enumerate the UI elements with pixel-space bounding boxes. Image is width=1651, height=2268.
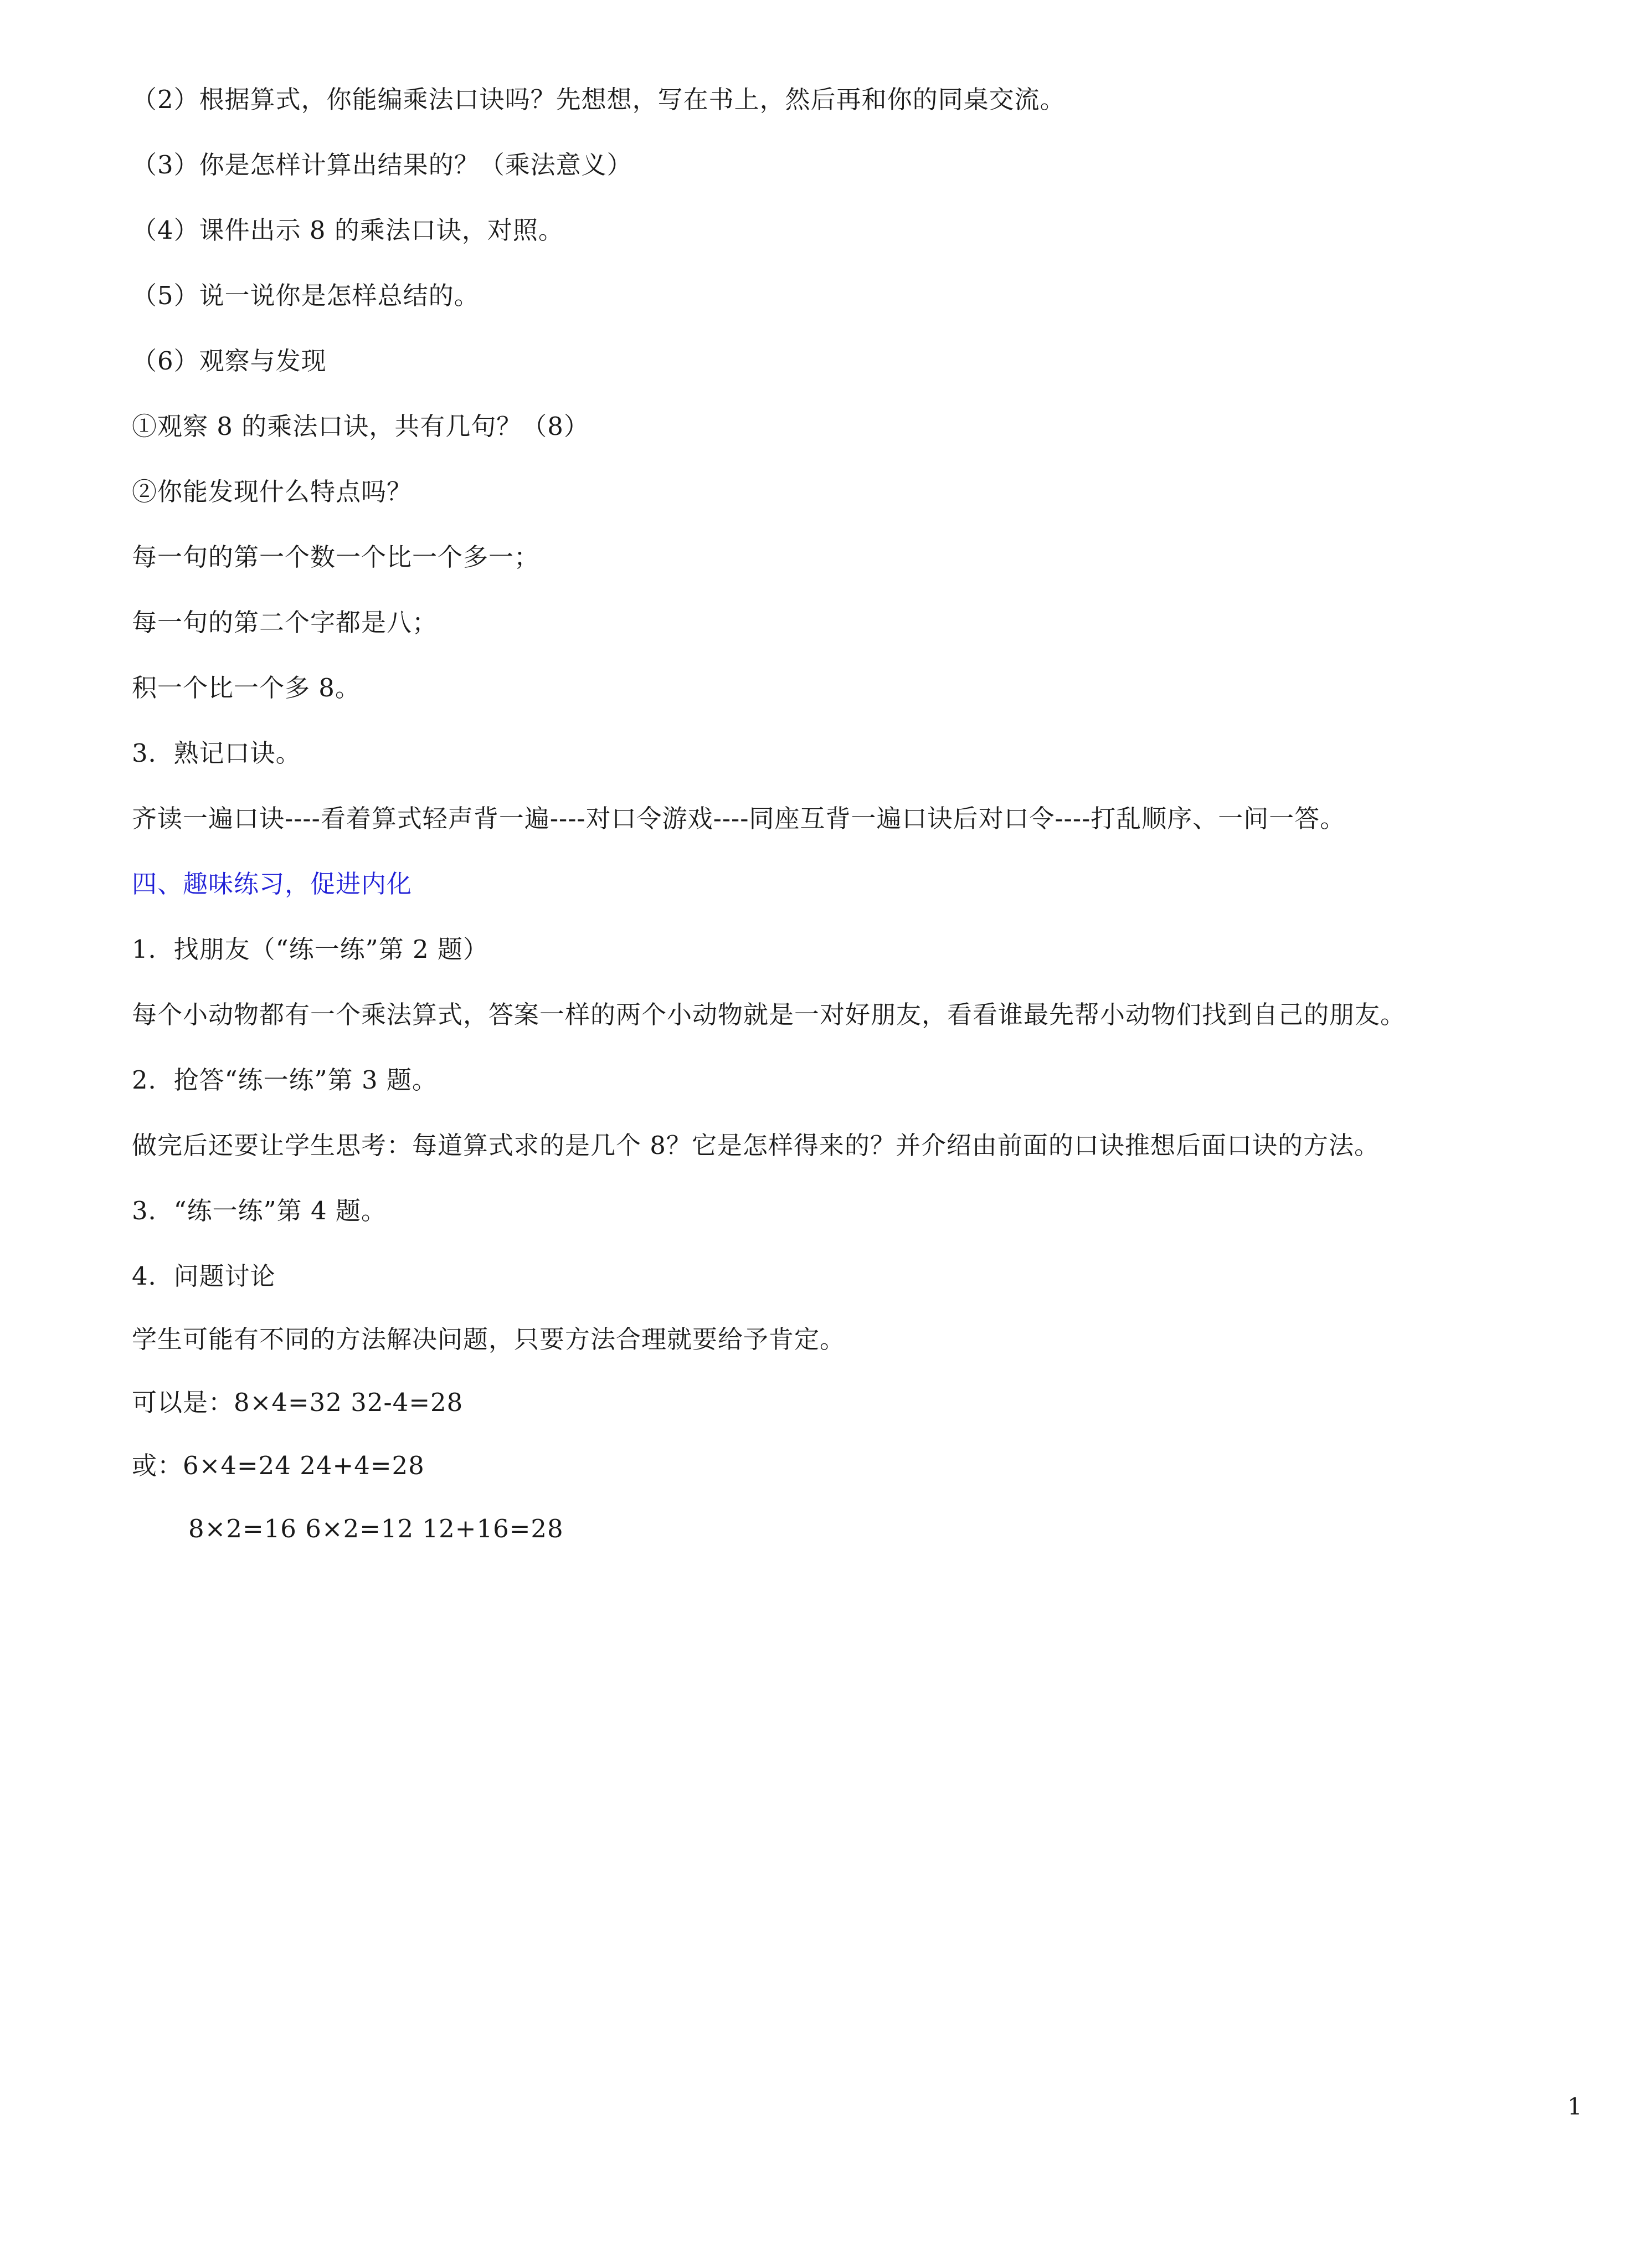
text-line: 做完后还要让学生思考：每道算式求的是几个 8？它是怎样得来的？并介绍由前面的口诀推想后面口诀的方法。 xyxy=(132,1131,1380,1160)
text-line: 或：6×4=24 24+4=28 xyxy=(132,1451,425,1480)
text-line: 学生可能有不同的方法解决问题，只要方法合理就要给予肯定。 xyxy=(132,1325,846,1354)
text-line: 8×2=16 6×2=12 12+16=28 xyxy=(188,1514,564,1543)
text-line: ②你能发现什么特点吗？ xyxy=(132,477,413,506)
text-line: ①观察 8 的乘法口诀，共有几句？（8） xyxy=(132,412,589,441)
text-line: 每一句的第一个数一个比一个多一； xyxy=(132,542,540,572)
text-line: （2）根据算式，你能编乘法口诀吗？先想想，写在书上，然后再和你的同桌交流。 xyxy=(132,85,1066,114)
text-line: （6）观察与发现 xyxy=(132,346,327,376)
text-line: 齐读一遍口诀----看着算式轻声背一遍----对口令游戏----同座互背一遍口诀后对口令----打乱顺序、一问一答。 xyxy=(132,804,1346,833)
text-line: 每一句的第二个字都是八； xyxy=(132,608,438,637)
text-line: 3．“练一练”第 4 题。 xyxy=(132,1196,387,1225)
text-line: （4）课件出示 8 的乘法口诀，对照。 xyxy=(132,215,564,245)
text-line: 2．抢答“练一练”第 3 题。 xyxy=(132,1065,438,1095)
page-number: 1 xyxy=(1567,2093,1582,2120)
text-line: （5）说一说你是怎样总结的。 xyxy=(132,281,480,310)
text-line: 4．问题讨论 xyxy=(132,1261,276,1291)
text-line: 可以是：8×4=32 32-4=28 xyxy=(132,1388,464,1417)
text-line: 3．熟记口诀。 xyxy=(132,738,301,768)
text-line: 每个小动物都有一个乘法算式，答案一样的两个小动物就是一对好朋友，看看谁最先帮小动物们找到自己的朋友。 xyxy=(132,1000,1406,1029)
text-line: （3）你是怎样计算出结果的？（乘法意义） xyxy=(132,150,632,179)
text-line: 1．找朋友（“练一练”第 2 题） xyxy=(132,935,488,964)
section-heading: 四、趣味练习，促进内化 xyxy=(132,869,413,899)
text-line: 积一个比一个多 8。 xyxy=(132,673,361,702)
